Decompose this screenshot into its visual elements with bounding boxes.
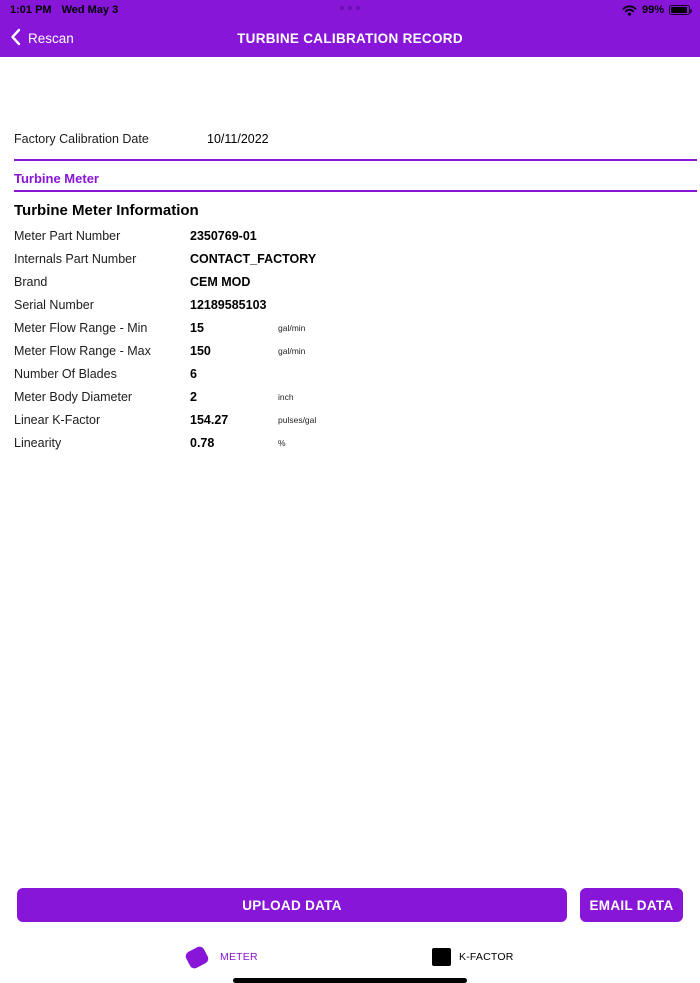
status-left xyxy=(10,4,118,16)
info-row xyxy=(0,408,700,431)
info-label: Linear K-Factor xyxy=(14,412,101,427)
info-row xyxy=(0,293,700,316)
meter-hexagon-icon xyxy=(182,944,212,971)
info-value: 15 xyxy=(190,320,204,335)
upload-data-button[interactable]: UPLOAD DATA xyxy=(17,888,567,922)
info-row xyxy=(0,316,700,339)
info-row xyxy=(0,224,700,247)
info-label: Brand xyxy=(14,274,48,289)
info-value: 0.78 xyxy=(190,435,215,450)
factory-calibration-row xyxy=(14,132,686,146)
nav-bar xyxy=(0,20,700,57)
status-right xyxy=(622,4,690,16)
info-row xyxy=(0,270,700,293)
info-label: Serial Number xyxy=(14,297,94,312)
info-row xyxy=(0,362,700,385)
chevron-left-icon xyxy=(10,28,21,49)
info-label: Meter Body Diameter xyxy=(14,389,133,404)
info-table xyxy=(0,224,700,454)
clock-time: 1:01 PM xyxy=(10,4,52,16)
factory-calibration-label: Factory Calibration Date xyxy=(14,132,149,146)
section-divider-bottom xyxy=(14,190,697,192)
home-indicator[interactable] xyxy=(233,978,467,983)
info-label: Number Of Blades xyxy=(14,366,117,381)
info-row xyxy=(0,431,700,454)
content-area xyxy=(0,57,700,963)
info-value: 150 xyxy=(190,343,211,358)
tab-meter[interactable] xyxy=(182,939,258,975)
status-bar xyxy=(0,0,700,20)
email-data-button[interactable]: EMAIL DATA xyxy=(580,888,683,922)
tab-meter-label: METER xyxy=(220,951,258,963)
section-subtitle: Turbine Meter Information xyxy=(14,202,199,219)
info-label: Meter Flow Range - Min xyxy=(14,320,148,335)
info-label: Meter Flow Range - Max xyxy=(14,343,151,358)
back-button[interactable] xyxy=(10,20,74,57)
info-value: 6 xyxy=(190,366,197,381)
kfactor-square-icon xyxy=(432,948,451,966)
info-unit: gal/min xyxy=(278,322,306,333)
top-bar xyxy=(0,0,700,57)
info-label: Linearity xyxy=(14,435,62,450)
info-unit: gal/min xyxy=(278,345,306,356)
battery-percent: 99% xyxy=(641,4,664,16)
clock-date: Wed May 3 xyxy=(61,4,119,16)
grabber-dots-icon xyxy=(340,6,360,10)
tab-kfactor[interactable] xyxy=(432,939,514,975)
info-row xyxy=(0,339,700,362)
section-title: Turbine Meter xyxy=(14,171,99,186)
tab-kfactor-label: K-FACTOR xyxy=(459,951,514,963)
battery-icon xyxy=(669,5,690,15)
factory-calibration-value: 10/11/2022 xyxy=(207,132,269,146)
info-value: CEM MOD xyxy=(190,274,251,289)
info-value: 154.27 xyxy=(190,412,229,427)
info-value: 2350769-01 xyxy=(190,228,257,243)
back-label: Rescan xyxy=(28,31,74,46)
wifi-icon xyxy=(622,5,637,16)
info-label: Meter Part Number xyxy=(14,228,121,243)
info-value: 12189585103 xyxy=(190,297,267,312)
info-label: Internals Part Number xyxy=(14,251,137,266)
info-unit: inch xyxy=(278,391,294,402)
info-row xyxy=(0,385,700,408)
info-row xyxy=(0,247,700,270)
tab-bar xyxy=(0,939,700,979)
info-value: 2 xyxy=(190,389,197,404)
section-divider-top xyxy=(14,159,697,161)
info-unit: pulses/gal xyxy=(278,414,317,425)
info-value: CONTACT_FACTORY xyxy=(190,251,317,266)
info-unit: % xyxy=(278,437,286,448)
page-title: TURBINE CALIBRATION RECORD xyxy=(237,31,463,46)
